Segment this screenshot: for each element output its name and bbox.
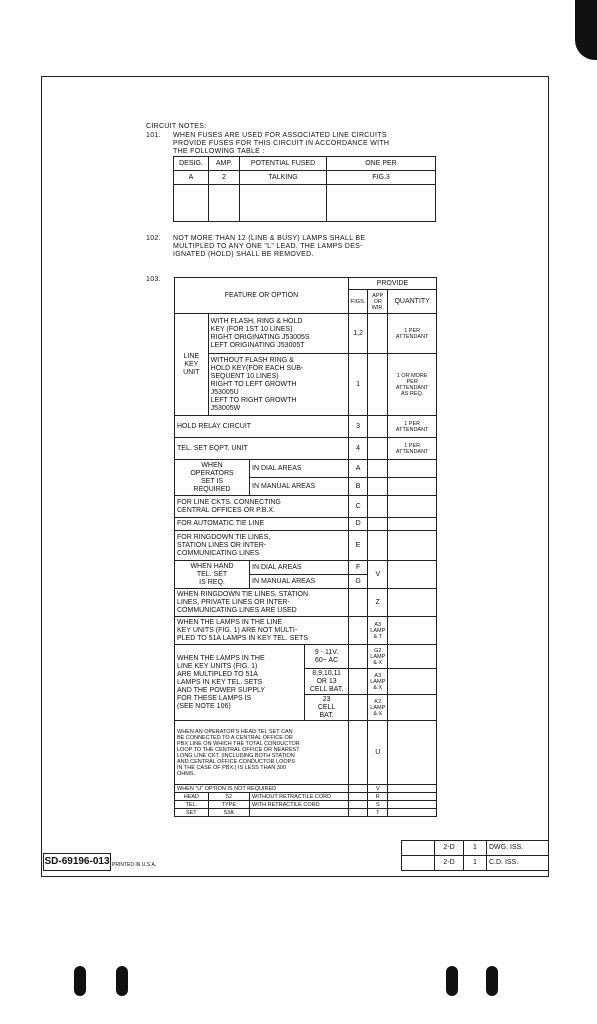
cell-line: LAMP [370, 627, 386, 634]
binder-hole [116, 966, 128, 996]
note-102-text [173, 235, 365, 259]
cell-line: OHMS. [177, 770, 196, 777]
manual-areas-label: IN MANUAL AREAS [250, 478, 349, 496]
cell-line: & X [373, 659, 383, 666]
cell-line: OR 13 [316, 677, 337, 685]
cell-line: A3 [374, 672, 382, 679]
wir-cell: S [368, 801, 388, 809]
wir-cell: R [368, 793, 388, 801]
cell-line: LAMP [370, 704, 386, 711]
cell-line: COMMUNICATING LINES ARE USED [177, 606, 297, 614]
cell-line: CELL BAT. [309, 685, 344, 693]
cell-line: LINES, PRIVATE LINES OR INTER- [177, 598, 290, 606]
app-line: OR [373, 298, 382, 305]
app-line: WIR. [371, 304, 384, 311]
app-cell: C [348, 496, 367, 518]
note-text-line: NOT MORE THAN 12 (LINE & BUSY) LAMPS SHALL BE [173, 235, 366, 242]
quantity-header: QUANTITY [388, 290, 437, 314]
wir-cell: V [368, 785, 388, 793]
cell-line: WHEN THE LAMPS IN THE LINE [177, 618, 283, 626]
feature-header: FEATURE OR OPTION [175, 278, 349, 314]
power-supply-23-cell [305, 695, 349, 721]
label-line: UNIT [183, 368, 200, 376]
cell-line: J53005U [210, 388, 239, 396]
app-line: APP [372, 292, 384, 299]
wir-cell [368, 617, 388, 645]
cell-line: IS REQ. [199, 578, 225, 586]
cell-line: LEFT TO RIGHT GROWTH [210, 396, 297, 404]
printed-in-usa: PRINTED IN U.S.A. [112, 862, 157, 868]
circuit-notes-heading: CIRCUIT NOTES: [146, 123, 207, 130]
quantity-cell [388, 314, 437, 354]
app-cell: D [348, 518, 367, 531]
cell-line: LAMP [370, 678, 386, 685]
cell-line: FOR LINE CKTS. CONNECTING [177, 498, 281, 506]
wir-cell: T [368, 809, 388, 817]
cell-line: PBX LINE ON WHICH THE TOTAL CONDUCTOR [177, 740, 300, 747]
wir-cell: U [368, 721, 388, 785]
cell-line: WHEN HAND [190, 562, 234, 570]
cell-line: 8,9,10,11 [312, 669, 341, 677]
cell-line: FOR THESE LAMPS IS [177, 694, 252, 702]
cell-line: WHEN AN OPERATOR'S HEAD TEL SET CAN [177, 728, 293, 735]
issue-table [401, 840, 549, 871]
power-supply-ac [305, 645, 349, 669]
figs-cell: 4 [348, 438, 367, 460]
cell-line: WITHOUT FLASH RING & [210, 356, 294, 364]
cell-line: 1 PER [404, 442, 421, 449]
cell-line: LAMP [370, 653, 386, 660]
cell-line: AND THE POWER SUPPLY [177, 686, 266, 694]
cell-line: AS REQ. [400, 390, 424, 397]
lamps-multipled-label [175, 645, 305, 721]
cell-line: 60~ AC [315, 656, 339, 664]
app-cell: B [348, 478, 367, 496]
cell-line: IN THE CASE OF PBX.) IS LESS THAN 300 [177, 764, 286, 771]
fuse-cell: A [174, 171, 209, 185]
issue-cell: 2-D [435, 841, 464, 856]
head-label: HEAD [175, 793, 209, 801]
cell-line: PER [406, 378, 418, 385]
cell-line: LAMPS IN KEY TEL. SETS [177, 678, 263, 686]
app-cell: G [348, 575, 367, 589]
cell-line: KEY (FOR 1ST 10 LINES) [210, 325, 293, 333]
u-option-not-required: WHEN "U" OPTION IS NOT REQUIRED [175, 785, 349, 793]
cell-line: 1 PER [404, 420, 421, 427]
quantity-cell [388, 416, 437, 438]
cell-line: ATTENDANT [395, 426, 429, 433]
cell-line: 9 - 11V. [314, 648, 339, 656]
fuse-header: POTENTIAL FUSED [240, 157, 327, 171]
hold-relay-label: HOLD RELAY CIRCUIT [175, 416, 349, 438]
line-key-without-flash [208, 354, 348, 416]
label-line: KEY [184, 360, 199, 368]
cell-line: LINE KEY UNITS (FIG. 1) [177, 662, 258, 670]
quantity-cell [388, 438, 437, 460]
figs-cell: 3 [348, 416, 367, 438]
binder-hole [486, 966, 498, 996]
cell-line: ATTENDANT [395, 384, 429, 391]
cell-line: STATION LINES OR INTER- [177, 541, 267, 549]
cell-line: AND CENTRAL OFFICE CONDUCTOR LOOPS [177, 758, 295, 765]
hand-dial-label: IN DIAL AREAS [250, 561, 349, 575]
lamps-not-multipled-label [175, 617, 349, 645]
app-wir-header [368, 290, 388, 314]
cell-line: A3 [374, 621, 382, 628]
tel-label: TEL. [175, 801, 209, 809]
note-101-number: 101. [146, 132, 161, 139]
app-cell: A [348, 460, 367, 478]
wir-cell: Z [368, 589, 388, 617]
note-text-line: THE FOLLOWING TABLE : [173, 148, 265, 155]
fuse-header: DESIG. [174, 157, 209, 171]
note-text-line: IGNATED (HOLD) SHALL BE REMOVED. [173, 251, 314, 258]
fuse-header: ONE PER [327, 157, 436, 171]
hand-tel-label [175, 561, 250, 589]
cell-line: COMMUNICATING LINES [177, 549, 260, 557]
cell-line: HOLD KEY(FOR EACH SUB- [210, 364, 304, 372]
cell-line: K2 [374, 698, 382, 705]
drawing-number: SD-69196-013 [43, 853, 111, 871]
dial-areas-label: IN DIAL AREAS [250, 460, 349, 478]
cell-line: (SEE NOTE 106) [177, 702, 231, 710]
wir-cell [368, 695, 388, 721]
app-cell: E [348, 531, 367, 561]
cell-line: ATTENDANT [395, 333, 429, 340]
cell-line: & X [373, 684, 383, 691]
cell-line: 1 OR MORE [396, 372, 428, 379]
fuse-cell: FIG.3 [327, 171, 436, 185]
hand-manual-label: IN MANUAL AREAS [250, 575, 349, 589]
cell-line: & X [373, 710, 383, 717]
figs-cell: 1 [348, 354, 367, 416]
cell-line: LONG LINE CKT. (INCLUDING BOTH STATION [177, 752, 295, 759]
page-edge-tab [575, 0, 597, 60]
wir-cell [368, 645, 388, 669]
tel-set-label: TEL. SET EQPT. UNIT [175, 438, 349, 460]
head-tel-set-label [175, 721, 349, 785]
cell-line: ARE MULTIPLED TO 51A [177, 670, 258, 678]
label-line: LINE [183, 352, 200, 360]
cell-line: WITH FLASH, RING & HOLD [210, 317, 303, 325]
cell-line: WHEN THE LAMPS IN THE [177, 654, 265, 662]
cell-line: 23 [322, 695, 331, 703]
issue-cell: 1 [464, 856, 487, 871]
quantity-cell [388, 354, 437, 416]
type-53a: 53A [208, 809, 249, 817]
fuse-header: AMP. [209, 157, 240, 171]
note-text-line: PROVIDE FUSES FOR THIS CIRCUIT IN ACCORDANCE WITH [173, 140, 390, 147]
power-supply-cell-bat [305, 669, 349, 695]
cell-line: OPERATORS [190, 469, 234, 477]
cell-line: CENTRAL OFFICES OR P.B.X. [177, 506, 276, 514]
issue-cell: 2-D [435, 856, 464, 871]
wir-cell: V [368, 561, 388, 589]
options-table [174, 277, 437, 817]
note-102-number: 102. [146, 235, 161, 242]
cell-line: RIGHT TO LEFT GROWTH [210, 380, 297, 388]
without-retractile: WITHOUT RETRACTILE CORD [250, 793, 349, 801]
cell-line: LEFT ORIGINATING J53005T [210, 341, 305, 349]
note-text-line: WHEN FUSES ARE USED FOR ASSOCIATED LINE CIRCUITS [173, 132, 387, 139]
cell-line: PLED TO 51A LAMPS IN KEY TEL. SETS [177, 634, 308, 642]
cell-line: WHEN [201, 461, 223, 469]
figs-header: FIGS. [348, 290, 367, 314]
type-label: TYPE [208, 801, 249, 809]
with-retractile: WITH RETRACTILE CORD [250, 801, 349, 809]
app-cell: F [348, 561, 367, 575]
operators-set-label [175, 460, 250, 496]
cell-line: KEY UNITS (FIG. 1) ARE NOT MULTI- [177, 626, 298, 634]
cell-line: TEL. SET [196, 570, 228, 578]
cell-line: LOOP TO THE CENTRAL OFFICE OR NEAREST [177, 746, 300, 753]
cell-line: SEQUENT 10 LINES) [210, 372, 279, 380]
cell-line: & T [373, 633, 383, 640]
cell-line: RIGHT ORIGINATING J53005S [210, 333, 310, 341]
line-key-unit-label [175, 314, 209, 416]
line-key-with-flash [208, 314, 348, 354]
fuse-cell: TALKING [240, 171, 327, 185]
note-103-number: 103. [146, 276, 161, 283]
issue-label: C.D. ISS. [487, 856, 549, 871]
cell-line: BE CONNECTED TO A CENTRAL OFFICE OR [177, 734, 293, 741]
issue-cell: 1 [464, 841, 487, 856]
fuse-cell: 2 [209, 171, 240, 185]
figs-cell: 1,2 [348, 314, 367, 354]
cell-line: SET IS [201, 477, 224, 485]
provide-header: PROVIDE [348, 278, 436, 290]
line-ckts-label [175, 496, 349, 518]
cell-line: WHEN RINGDOWN TIE LINES, STATION [177, 590, 309, 598]
cell-line: J53005W [210, 404, 241, 412]
wir-cell [368, 669, 388, 695]
binder-hole [446, 966, 458, 996]
cell-line: ATTENDANT [395, 448, 429, 455]
binder-hole [74, 966, 86, 996]
ringdown-private-label [175, 589, 349, 617]
cell-line: BAT. [319, 711, 334, 719]
type-52: 52 [208, 793, 249, 801]
cell-line: REQUIRED [193, 485, 231, 493]
set-label: SET [175, 809, 209, 817]
cell-line: G2 [374, 647, 382, 654]
issue-label: DWG. ISS. [487, 841, 549, 856]
cell-line: FOR RINGDOWN TIE LINES, [177, 533, 271, 541]
auto-tie-label: FOR AUTOMATIC TIE LINE [175, 518, 349, 531]
cell-line: 1 PER [404, 327, 421, 334]
note-text-line: MULTIPLED TO ANY ONE "L" LEAD. THE LAMPS DES- [173, 243, 363, 250]
cell-line: CELL [317, 703, 336, 711]
ringdown-label [175, 531, 349, 561]
fuse-table [173, 156, 436, 222]
note-101-text [173, 132, 389, 156]
